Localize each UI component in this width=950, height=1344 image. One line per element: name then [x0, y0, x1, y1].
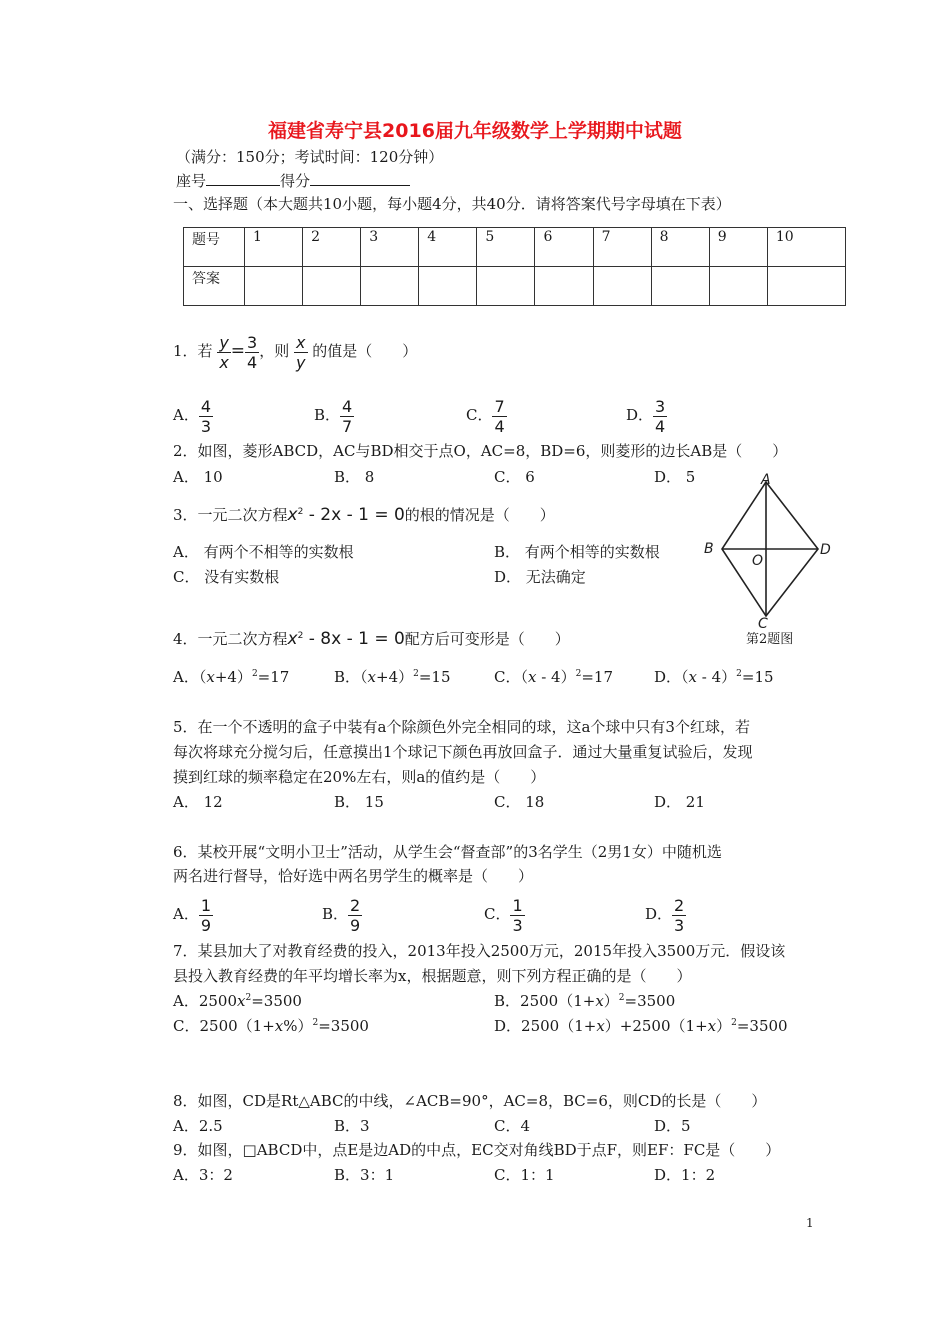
variable: x [688, 668, 697, 686]
equation-rest: - 2x - 1 = 0 [303, 505, 405, 525]
q1-prefix: 1．若 [173, 342, 213, 360]
table-cell: 6 [535, 228, 593, 267]
table-row-numbers [184, 228, 846, 267]
numerator: 1 [200, 895, 212, 915]
q4-option-b [334, 667, 451, 687]
seat-blank [206, 170, 280, 186]
question-2: 2．如图，菱形ABCD，AC与BD相交于点O，AC=8，BD=6，则菱形的边长AB是（ ） [173, 442, 788, 460]
question-9: 9．如图，□ABCD中，点E是边AD的中点，EC交对角线BD于点F，则EF：FC是（ ） [173, 1141, 781, 1159]
q3-option-c: C． 没有实数根 [173, 568, 280, 586]
option-label: B．（ [334, 668, 368, 686]
q3-option-b: B． 有两个相等的实数根 [494, 543, 660, 561]
fraction [510, 896, 524, 935]
option-tail: =17 [257, 668, 290, 686]
q1-mid: ，则 [259, 342, 290, 360]
numerator: y [219, 332, 229, 352]
variable: x [595, 992, 604, 1010]
question-6-line-2: 两名进行督导，恰好选中两名男学生的概率是（ ） [173, 867, 534, 885]
variable: x [287, 629, 298, 649]
table-cell: 10 [767, 228, 845, 267]
q1-option-c [466, 395, 507, 436]
point-label: D [820, 542, 831, 558]
q1-option-a [173, 395, 213, 436]
q7-option-d [494, 1016, 788, 1036]
option-tail: =15 [418, 668, 451, 686]
option-head: B．2500（1+ [494, 992, 596, 1010]
q7-option-a [173, 991, 302, 1011]
fraction [492, 397, 506, 436]
exponent: 2 [413, 669, 419, 679]
fraction [217, 333, 230, 372]
option-body: +4） [376, 668, 414, 686]
fraction [340, 397, 354, 436]
option-mid: %） [283, 1017, 313, 1035]
q9-option-a: A．3：2 [173, 1166, 233, 1184]
section-one-heading: 一、选择题（本大题共10小题，每小题4分，共40分．请将答案代号字母填在下表） [173, 195, 731, 213]
point-label: O [752, 553, 764, 569]
answer-cell[interactable] [477, 267, 535, 306]
variable: x [274, 1017, 284, 1035]
q5-option-a: A． 12 [173, 793, 223, 811]
exponent: 2 [618, 993, 625, 1003]
q5-option-c: C． 18 [494, 793, 545, 811]
page-title: 福建省寿宁县2016届九年级数学上学期期中试题 [268, 120, 682, 142]
q1-suffix: 的值是（ ） [312, 342, 418, 360]
equation [288, 629, 405, 649]
question-6-line-1: 6．某校开展“文明小卫士”活动，从学生会“督查部”的3名学生（2男1女）中随机选 [173, 843, 722, 861]
option-tail: =3500 [318, 1017, 369, 1035]
q1-option-d [626, 395, 667, 436]
answer-cell[interactable] [709, 267, 767, 306]
denominator: 9 [350, 915, 361, 935]
q5-option-d: D． 21 [654, 793, 705, 811]
option-label: D． [645, 905, 673, 923]
rhombus-figure [695, 470, 845, 630]
table-cell: 1 [245, 228, 303, 267]
q2-option-d: D． 5 [654, 468, 696, 486]
q3-option-a: A． 有两个不相等的实数根 [173, 543, 354, 561]
denominator: 3 [200, 416, 212, 436]
q3-suffix: 的根的情况是（ ） [404, 506, 555, 524]
option-label: C． [466, 406, 493, 424]
exponent: 2 [736, 669, 742, 679]
variable: x [237, 992, 246, 1010]
q4-option-a [173, 667, 289, 687]
score-label: 得分 [280, 172, 311, 190]
question-7-line-2: 县投入教育经费的年平均增长率为x，根据题意，则下列方程正确的是（ ） [173, 967, 692, 985]
figure-caption: 第2题图 [746, 632, 794, 647]
answer-cell[interactable] [535, 267, 593, 306]
option-label: D． [626, 406, 654, 424]
option-tail: =15 [741, 668, 774, 686]
answer-cell[interactable] [303, 267, 361, 306]
numerator: 3 [247, 332, 258, 352]
fraction [294, 333, 307, 372]
equation [288, 505, 405, 525]
answer-cell[interactable] [361, 267, 419, 306]
variable: x [527, 668, 537, 686]
denominator: 3 [512, 915, 523, 935]
exponent: 2 [297, 507, 304, 517]
option-label: C．（ [494, 668, 528, 686]
q5-option-b: B． 15 [334, 793, 384, 811]
denominator: y [296, 352, 306, 372]
option-label: D．（ [654, 668, 689, 686]
q9-option-c: C．1：1 [494, 1166, 555, 1184]
denominator: 4 [494, 416, 505, 436]
exponent: 2 [312, 1018, 319, 1028]
table-cell: 3 [361, 228, 419, 267]
q6-option-a [173, 894, 213, 935]
q2-option-c: C． 6 [494, 468, 535, 486]
q3-prefix: 3．一元二次方程 [173, 506, 288, 524]
question-5-line-2: 每次将球充分搅匀后，任意摸出1个球记下颜色再放回盒子．通过大量重复试验后，发现 [173, 743, 753, 761]
answer-cell[interactable] [651, 267, 709, 306]
numerator: 7 [494, 396, 505, 416]
exponent: 2 [297, 631, 304, 641]
q7-option-c [173, 1016, 369, 1036]
question-3 [173, 505, 555, 525]
fraction [653, 397, 667, 436]
numerator: x [296, 332, 306, 352]
answer-cell[interactable] [767, 267, 845, 306]
variable: x [707, 1017, 717, 1035]
fraction [672, 896, 686, 935]
exponent: 2 [731, 1018, 737, 1028]
numerator: 4 [200, 396, 212, 416]
numerator: 3 [655, 396, 666, 416]
option-tail: =3500 [251, 992, 302, 1010]
numerator: 1 [512, 895, 523, 915]
answer-cell[interactable] [419, 267, 477, 306]
q4-option-d [654, 667, 774, 687]
q4-option-c [494, 667, 613, 687]
option-head: D．2500（1+ [494, 1017, 597, 1035]
denominator: 9 [200, 915, 212, 935]
point-label: A [761, 472, 771, 488]
option-mid: ） [716, 1017, 732, 1035]
q4-prefix: 4．一元二次方程 [173, 630, 288, 648]
table-row-answers [184, 267, 846, 306]
q7-option-b [494, 991, 675, 1011]
option-label: C． [484, 905, 511, 923]
option-mid: ） [603, 992, 619, 1010]
seat-label: 座号 [176, 172, 207, 190]
option-label: B． [314, 406, 341, 424]
denominator: 3 [674, 915, 685, 935]
numerator: 2 [350, 895, 361, 915]
fraction [348, 896, 362, 935]
option-head: A．2500 [173, 992, 238, 1010]
table-cell: 5 [477, 228, 535, 267]
variable: x [287, 505, 298, 525]
answer-cell[interactable] [245, 267, 303, 306]
page-number: 1 [806, 1216, 814, 1230]
denominator: 7 [342, 416, 353, 436]
option-label: B． [322, 905, 349, 923]
q8-option-d: D．5 [654, 1117, 691, 1135]
q8-option-a: A．2.5 [173, 1117, 223, 1135]
table-header-cell: 答案 [184, 267, 245, 306]
question-5-line-1: 5．在一个不透明的盒子中装有a个除颜色外完全相同的球，这a个球中只有3个红球，若 [173, 718, 750, 736]
q2-option-b: B． 8 [334, 468, 375, 486]
table-header-cell: 题号 [184, 228, 245, 267]
q9-option-b: B．3：1 [334, 1166, 395, 1184]
option-label: A．（ [173, 668, 207, 686]
denominator: 4 [247, 352, 258, 372]
point-label: B [704, 541, 714, 557]
table-cell: 4 [419, 228, 477, 267]
point-label: C [758, 616, 768, 630]
fraction [199, 397, 213, 436]
numerator: 2 [674, 895, 685, 915]
answer-cell[interactable] [593, 267, 651, 306]
option-label: A． [173, 406, 199, 424]
variable: x [596, 1017, 605, 1035]
score-blank [310, 170, 410, 186]
subtitle: （满分：150分；考试时间：120分钟） [176, 148, 444, 166]
option-body: +4） [214, 668, 252, 686]
q3-option-d: D． 无法确定 [494, 568, 586, 586]
table-cell: 9 [709, 228, 767, 267]
question-7-line-1: 7．某县加大了对教育经费的投入，2013年投入2500万元，2015年投入3500万元．假设该 [173, 942, 786, 960]
question-4 [173, 629, 570, 649]
numerator: 4 [342, 396, 353, 416]
denominator: 4 [655, 416, 666, 436]
question-5-line-3: 摸到红球的频率稳定在20%左右，则a的值约是（ ） [173, 768, 546, 786]
q8-option-c: C．4 [494, 1117, 531, 1135]
option-body: - 4） [536, 668, 576, 686]
q8-option-b: B．3 [334, 1117, 370, 1135]
table-cell: 2 [303, 228, 361, 267]
table-cell: 8 [651, 228, 709, 267]
option-tail: =3500 [736, 1017, 788, 1035]
option-body: - 4） [697, 668, 737, 686]
variable: x [367, 668, 376, 686]
equals-sign: = [230, 341, 246, 361]
q1-option-b [314, 395, 354, 436]
q6-option-d [645, 894, 686, 935]
q4-suffix: 配方后可变形是（ ） [404, 630, 570, 648]
exponent: 2 [245, 993, 252, 1003]
q6-option-c [484, 894, 525, 935]
option-tail: =3500 [624, 992, 676, 1010]
answer-table [183, 227, 846, 306]
option-mid: ）+2500（1+ [604, 1017, 708, 1035]
q2-option-a: A． 10 [173, 468, 223, 486]
q6-option-b [322, 894, 362, 935]
option-tail: =17 [581, 668, 613, 686]
table-cell: 7 [593, 228, 651, 267]
q9-option-d: D．1：2 [654, 1166, 716, 1184]
fraction [199, 896, 213, 935]
equation-rest: - 8x - 1 = 0 [303, 629, 405, 649]
exponent: 2 [575, 669, 582, 679]
seat-score-line [176, 170, 410, 191]
question-1 [173, 331, 417, 372]
denominator: x [219, 352, 229, 372]
option-head: C．2500（1+ [173, 1017, 275, 1035]
variable: x [206, 668, 215, 686]
fraction [245, 333, 259, 372]
question-8: 8．如图，CD是Rt△ABC的中线，∠ACB=90°，AC=8，BC=6，则CD的长是（ ） [173, 1092, 767, 1110]
exponent: 2 [251, 669, 258, 679]
option-label: A． [173, 905, 199, 923]
